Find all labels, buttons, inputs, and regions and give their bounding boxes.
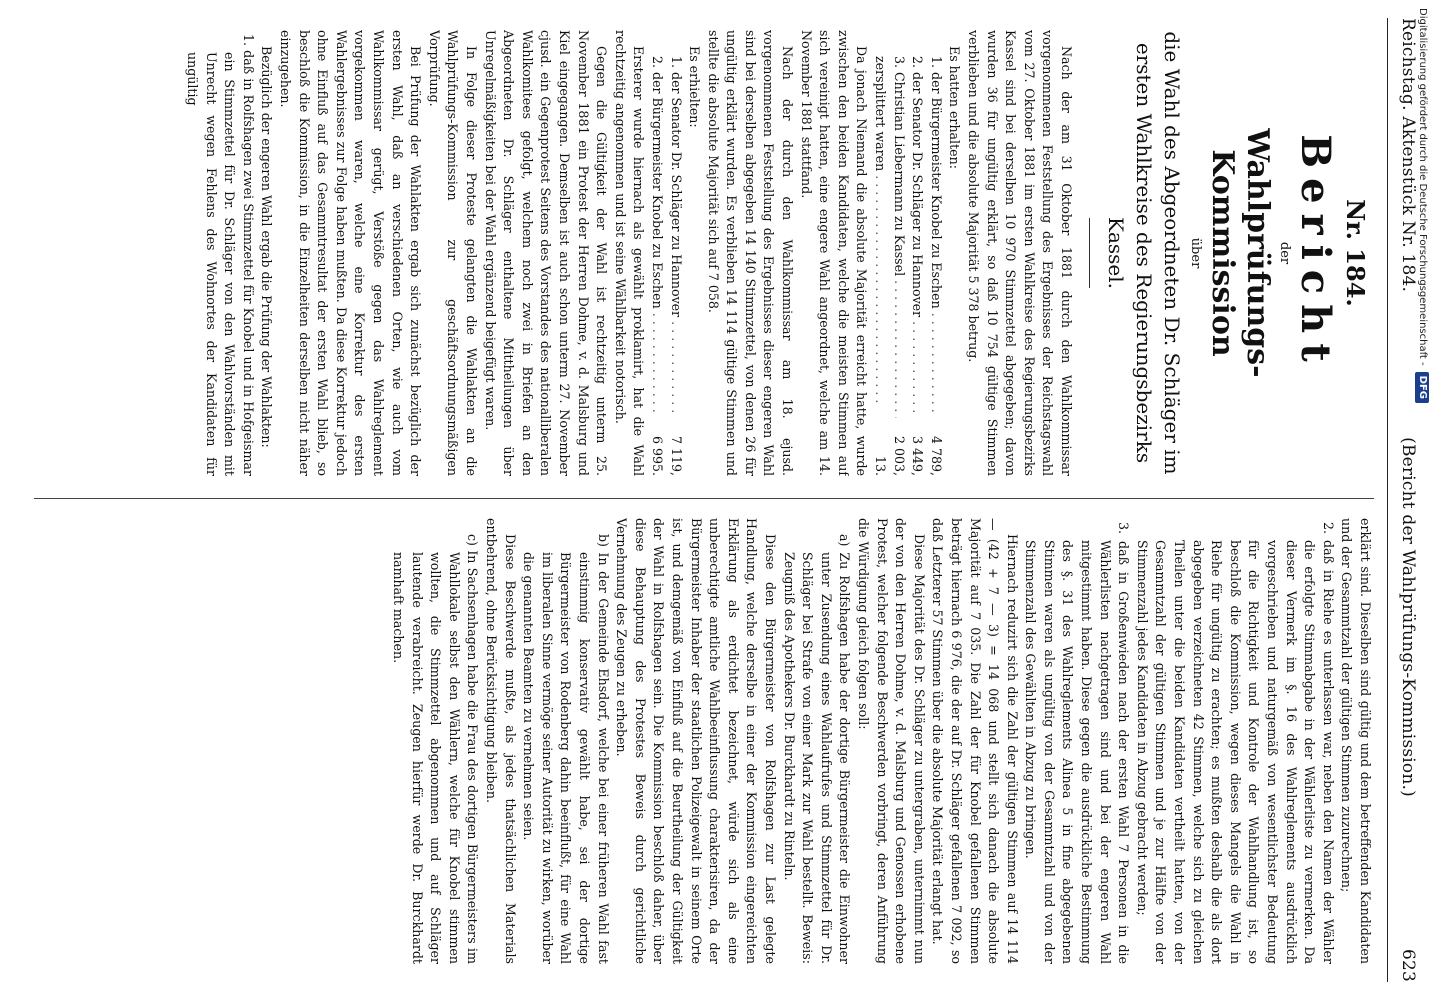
list-item: b) In der Gemeinde Ehsdorf, welche bei einer früheren Wahl fast einstimmig konservativ gewählt habe, sei der dortige Bürgermeister von Rodenberg dahin beeinflußt, für eine Wahl im liberalen Sinne vermöge seiner Autorität zu wirken, worüber die genannten Beamten zu vernehmen seien. xyxy=(521,534,611,964)
vote-row xyxy=(870,30,889,476)
votes-intro: Es erhielten: xyxy=(687,46,703,128)
vote-row xyxy=(647,30,666,476)
dfg-logo: DFG xyxy=(1415,372,1429,403)
paragraph: Hiernach reduzirt sich die Zahl der gültigen Stimmen auf 14 114 — (42 + 7 — 3) = 14 068 und stellt sich danach die absolute Majorität auf 7 035. Die Zahl der für Knobel gefallenen Stimmen beträgt hiernach 6 976, die der auf Dr. Schläger gefallenen 7 092, so daß Letzterer 57 Stimmen über die absolute Majorität erlangt hat. xyxy=(930,518,1020,964)
paragraph: Diese den Bürgermeister von Rolfshagen zur Last gelegte Handlung, welche derselbe in einer der Kommission eingereichten Erklärung als erdichtet bezeichnet, würde sich als eine unberechtigte amtliche Wahlbeeinflussung charakterisiren, da der Bürgermeister Inhaber der staatlichen Polizeigewalt in seinem Orte ist, und demgemäß von Einfluß auf die Beurtheilung der Gültigkeit der Wahl in Rolfshagen sein. Die Kommission beschloß daher, über diese Behauptung des Protestes Beweis durch gerichtliche Vernehmung des Zeugen zu erheben. xyxy=(614,518,778,964)
header-center: (Bericht der Wahlprüfungs-Kommission.) xyxy=(1398,437,1418,797)
column-divider xyxy=(34,498,1374,499)
vote-candidate: 2. der Senator Dr. Schläger zu Hannover . . . xyxy=(908,56,927,418)
paragraph: Nach der am 31 Oktober 1881 durch den Wahlkommissar vorgenommenen Feststellung des Ergebnisses der Reichstagswahl vom 27. Oktober 1881 im ersten Wahlkreise des Regierungsbezirks Kassel sind bei derselben 10 970 Stimmzettel abgegeben; davon wurden 36 für ungültig erklärt, so daß 10 754 gültige Stimmen verblieben und die absolute Majorität 5 378 betrug. xyxy=(966,30,1074,476)
document-title: Bericht xyxy=(1292,134,1339,372)
paragraph: Diese Beschwerde mußte, als jedes thatsächlichen Materials entbehrend, ohne Berücksichtigung bleiben. xyxy=(484,518,518,964)
left-column xyxy=(24,30,1374,476)
document-number: Nr. 184. xyxy=(1341,199,1370,307)
paragraph: Bezüglich der engeren Wahl ergab die Prüfung der Wahlakten: xyxy=(259,46,275,448)
vote-candidate: 2. der Bürgermeister Knobel zu Eschen . . . xyxy=(647,56,666,418)
list-item: 3. daß in Großenwieden nach der ersten Wahl 7 Personen in die Wählerlisten nachgetragen sind und bei der engeren Wahl mitgestimmt haben. Diese gegen die ausdrückliche Bestimmung des §. 31 des Wahlreglements Alinea 5 in fine abgegebenen Stimmen waren als ungültig von der Gesammtzahl und von der Stimmenzahl des Gewählten in Abzug zu bringen. xyxy=(1023,522,1132,964)
list-item: c) In Sachsenhagen habe die Frau des dortigen Bürgermeisters im Wahllokale selbst den Wählern, welche für Knobel stimmen wollten, die Stimmzettel abgenommen und auf Schläger lautende verabreicht. Zeugen hierfür werde Dr. Burckhardt namhaft machen. xyxy=(391,534,481,964)
votes-intro: Es hatten erhalten: xyxy=(947,46,963,169)
vote-row xyxy=(926,30,945,476)
vote-count: 3 449, xyxy=(908,418,927,476)
title-der: der xyxy=(1277,241,1292,265)
digitization-note xyxy=(1412,0,1432,1000)
title-ueber: über xyxy=(1188,237,1203,269)
vote-candidate: 1. der Bürgermeister Knobel zu Eschen . . . xyxy=(926,56,945,418)
document-subtitle: die Wahl des Abgeordneten Dr. Schläger im ersten Wahlkreise des Regierungsbezirks Kassel. xyxy=(1104,31,1184,475)
paragraph: Bei Prüfung der Wahlakten ergab sich zunächst bezüglich der ersten Wahl, daß an verschiedenen Orten, wie auch vom Wahlkommissar gerügt, Verstöße gegen das Wahlreglement vorgekommen waren, welche eine Korrektur des ersten Wahlergebnisses zur Folge haben mußten. Da diese Korrektur jedoch ohne Einfluß auf das Gesammtresultat der ersten Wahl blieb, so beschloß die Kommission, in die Einzelheiten derselben nicht näher einzugehen. xyxy=(278,30,424,476)
vote-candidate: 3. Christian Liebermann zu Kassel . . . xyxy=(889,56,908,418)
list-item: a) Zu Rolfshagen habe der dortige Bürgermeister die Einwohner unter Zusendung eines Wahlaufrufes und Stimmzettel für Dr. Schläger bei Strafe von einer Mark zur Wahl bestellt. Beweis: Zeugniß des Apothekers Dr. Burckhardt zu Rinteln. xyxy=(781,534,853,964)
paragraph: Da jonach Niemand die absolute Majorität erreicht hatte, wurde zwischen den beiden Kandidaten, welche die meisten Stimmen auf sich vereinigt hatten, eine engere Wahl angeordnet, welche am 14. November 1881 stattfand. xyxy=(798,30,870,476)
vote-row xyxy=(908,30,927,476)
vote-candidate: 1. der Senator Dr. Schläger zu Hannover . . . xyxy=(666,56,685,418)
paragraph: Gegen die Gültigkeit der Wahl ist rechtzeitig unterm 25. November 1881 ein Protest der Herren Dohme, v. d. Malsburg und Kiel eingegangen. Demselben ist auch schon unterm 27. November cjusd. ein Gegenprotest Seitens des Vorstandes des nationalliberalen Wahlkomitees gefolgt, welchem noch zwei in Briefen an den Abgeordneten Dr. Schläger enthaltene Mittheilungen über Unregelmäßigkeiten bei der Wahl ergänzend beigefügt waren. xyxy=(482,30,610,476)
right-column xyxy=(24,518,1374,964)
digitization-note-text xyxy=(1412,0,1432,1008)
vote-row xyxy=(889,30,908,476)
funding-text: Digitalisierung gefördert durch die Deutsche Forschungsgemeinschaft - xyxy=(1417,8,1428,366)
paragraph: Diese Majorität des Dr. Schläger zu untergraben, unternimmt nun der von den Herren Dohme, v. d. Malsburg und Genossen erhobene Protest, welcher folgende Beschwerden vorbringt, deren Anführung die Würdigung gleich folgen soll: xyxy=(855,518,927,964)
commission-title: Wahlprüfungs-Kommission xyxy=(1205,128,1275,378)
paragraph: Nach der durch den Wahlkommissar am 18. ejusd. vorgenommenen Feststellung des Ergebnisses dieser engeren Wahl sind bei derselben abgegeben 14 140 Stimmzettel, von denen 26 für ungültig erklärt wurden. Es verblieben 14 114 gültige Stimmen und stellte die absolute Majorität sich auf 7 058. xyxy=(705,30,796,476)
header-left: Reichstag. Aktenstück Nr. 184. xyxy=(1398,18,1418,293)
list-item: 1. daß in Rolfshagen zwei Stimmzettel für Knobel und in Hofgeismar ein Stimmzettel für Dr. Schläger von den Wahlvorständen mit Unrecht wegen Fehlens des Wohnortes der Kandidaten für ungültig xyxy=(185,34,256,476)
page-number: 623 xyxy=(1398,948,1418,982)
vote-candidate: zersplittert waren . . . xyxy=(870,56,889,418)
title-divider xyxy=(1089,218,1090,288)
vote-count: 2 003, xyxy=(889,418,908,476)
vote-count: 13. xyxy=(870,418,889,476)
paragraph: Ersterer wurde hiernach als gewählt proklamirt, hat die Wahl rechtzeitig angenommen und ist seine Wählbarkeit notorisch. xyxy=(612,30,647,476)
paragraph: In Folge dieser Proteste gelangten die Wahlakten an die Wahlprüfungs-Kommission zur geschäftsordnungsmäßigen Vorprüfung. xyxy=(426,30,479,476)
vote-count: 6 995. xyxy=(647,418,666,476)
paragraph: erklärt sind. Dieselben sind gültig und dem betreffenden Kandidaten und der Gesammtzahl der gültigen Stimmen zuzurechnen; xyxy=(1339,518,1373,964)
vote-count: 7 119, xyxy=(666,418,685,476)
vote-count: 4 789, xyxy=(926,418,945,476)
vote-row xyxy=(666,30,685,476)
list-item: 2. daß in Riehe es unterlassen war, neben den Namen der Wähler die erfolgte Stimmabgabe in der Wählerliste zu vermerken. Da dieser Vermerk im §. 16 des Wahlreglements ausdrücklich vorgeschrieben und naturgemäß von wesentlichster Bedeutung für die Richtigkeit und Kontrole der Wahlhandlung ist, so beschloß die Kommission, wegen dieses Mangels die Wahl in Riehe für ungültig zu erachten; es mußten deshalb die als dort abgegeben verzeichneten 42 Stimmen, welche sich zu gleichen Theilen unter die beiden Kandidaten vertheilt hatten, von der Gesammtzahl der gültigen Stimmen und je zur Hälfte von der Stimmenzahl jedes Kandidaten in Abzug gebracht werden; xyxy=(1134,522,1336,964)
